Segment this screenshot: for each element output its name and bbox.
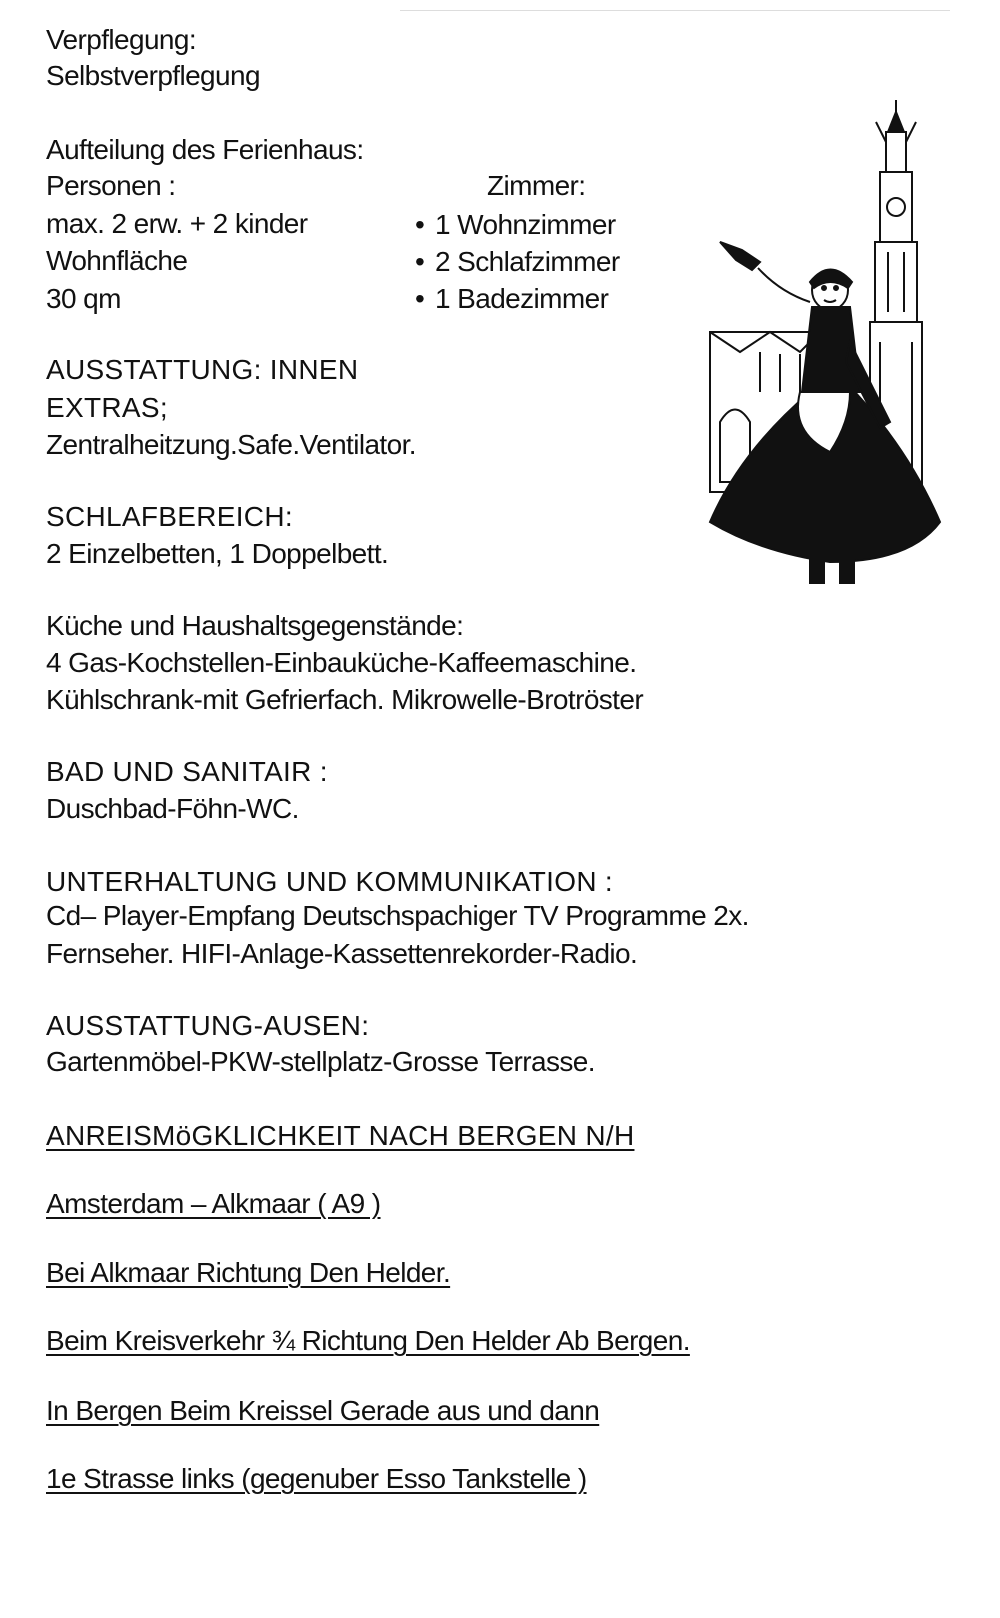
verpflegung-heading: Verpflegung: [46,24,197,55]
kueche-heading: Küche und Haushaltsgegenstände: [46,610,464,641]
anreise-step: Beim Kreisverkehr ¾ Richtung Den Helder Ab Bergen. [46,1325,690,1356]
wohnflaeche-value: 30 qm [46,283,121,314]
anreise-step: 1e Strasse links (gegenuber Esso Tankstelle ) [46,1463,587,1494]
anreise-heading: ANREISMöGKLICHKEIT NACH BERGEN N/H [46,1120,635,1151]
room-item: • 1 Badezimmer [415,280,620,317]
room-list [415,206,620,317]
ausstattung-aussen-heading: AUSSTATTUNG-AUSEN: [46,1010,370,1041]
room-item: • 2 Schlafzimmer [415,243,620,280]
unterhaltung-line-2: Fernseher. HIFI-Anlage-Kassettenrekorder-Radio. [46,938,638,969]
wohnflaeche-label: Wohnfläche [46,245,188,276]
dutch-woman-church-tower-illustration [700,92,960,602]
verpflegung-value: Selbstverpflegung [46,60,260,91]
zimmer-label: Zimmer: [487,170,586,201]
kueche-line-2: Kühlschrank-mit Gefrierfach. Mikrowelle-Brotröster [46,684,644,715]
extras-value: Zentralheitzung.Safe.Ventilator. [46,429,416,460]
bad-heading: BAD UND SANITAIR : [46,756,328,787]
anreise-step: In Bergen Beim Kreissel Gerade aus und dann [46,1395,600,1426]
personen-value: max. 2 erw. + 2 kinder [46,208,308,239]
unterhaltung-line-1: Cd– Player-Empfang Deutschspachiger TV Programme 2x. [46,900,749,931]
bad-value: Duschbad-Föhn-WC. [46,793,299,824]
aufteilung-heading: Aufteilung des Ferienhaus: [46,134,364,165]
room-item: • 1 Wohnzimmer [415,206,620,243]
ausstattung-aussen-value: Gartenmöbel-PKW-stellplatz-Grosse Terrasse. [46,1046,595,1077]
top-edge-rule [400,0,950,11]
ausstattung-innen-heading: AUSSTATTUNG: INNEN [46,354,359,385]
schlafbereich-heading: SCHLAFBEREICH: [46,501,293,532]
schlafbereich-value: 2 Einzelbetten, 1 Doppelbett. [46,538,389,569]
extras-label: EXTRAS; [46,392,168,423]
personen-label: Personen : [46,170,176,201]
kueche-line-1: 4 Gas-Kochstellen-Einbauküche-Kaffeemaschine. [46,647,637,678]
unterhaltung-heading: UNTERHALTUNG UND KOMMUNIKATION : [46,866,614,897]
anreise-step: Bei Alkmaar Richtung Den Helder. [46,1257,451,1288]
anreise-step: Amsterdam – Alkmaar ( A9 ) [46,1188,381,1219]
